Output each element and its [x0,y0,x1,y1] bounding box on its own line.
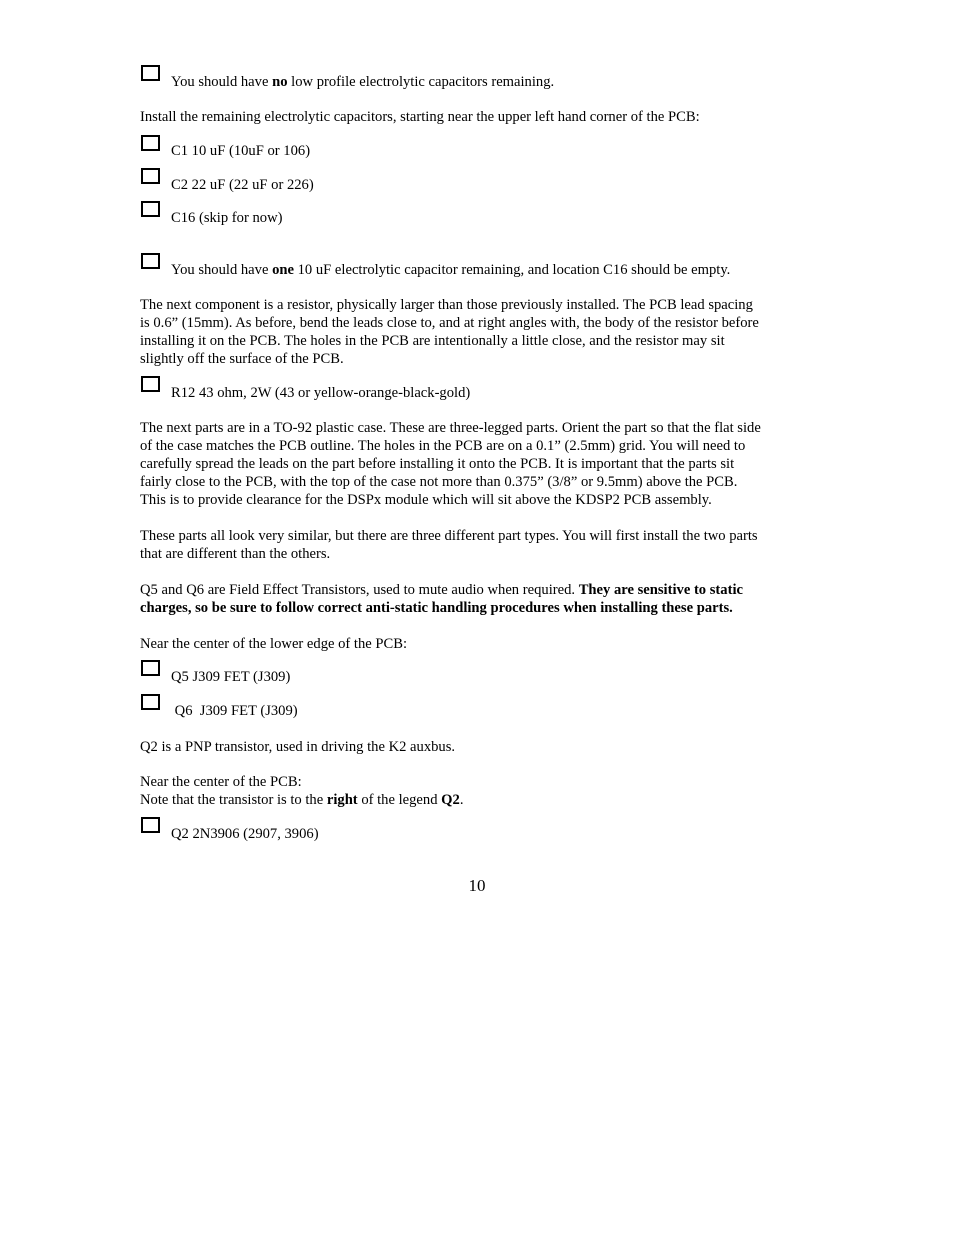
text-line: Near the center of the PCB: [140,774,302,790]
checkbox-icon[interactable] [141,660,160,676]
checkbox-icon[interactable] [141,817,160,833]
checklist-text: Q5 J309 FET (J309) [171,669,291,685]
text-line: is 0.6” (15mm). As before, bend the leads close to, and at right angles with, the body of the resistor before [140,315,759,331]
q2-description: Q2 is a PNP transistor, used in driving the K2 auxbus. [140,739,456,755]
text-line: The next parts are in a TO-92 plastic case. These are three-legged parts. Orient the part so that the flat side [140,420,761,436]
checklist-text: Q6 J309 FET (J309) [171,703,298,719]
checkbox-icon[interactable] [141,135,160,151]
checklist-text: C16 (skip for now) [171,210,283,226]
resistor-paragraph [140,296,820,368]
checkbox-icon[interactable] [141,253,160,269]
text-line: Q5 and Q6 are Field Effect Transistors, used to mute audio when required. They are sensitive to static [140,582,743,598]
checkbox-icon[interactable] [141,65,160,81]
similar-parts-paragraph [140,527,820,563]
intro-electrolytic: Install the remaining electrolytic capacitors, starting near the upper left hand corner of the PCB: [140,109,700,125]
text-line: This is to provide clearance for the DSPx module which will sit above the KDSP2 PCB assembly. [140,492,712,508]
text-line: These parts all look very similar, but there are three different part types. You will first install the two parts [140,528,758,544]
text-line: installing it on the PCB. The holes in the PCB are intentionally a little close, and the resistor may sit [140,333,725,349]
text-line: carefully spread the leads on the part before installing it onto the PCB. It is important that the parts sit [140,456,735,472]
center-pcb-block [140,773,820,809]
text-line: that are different than the others. [140,546,331,562]
checkbox-icon[interactable] [141,201,160,217]
page-number: 10 [468,876,486,895]
checklist-text: R12 43 ohm, 2W (43 or yellow-orange-black-gold) [171,385,471,401]
checklist-text: C1 10 uF (10uF or 106) [171,143,311,159]
fet-paragraph [140,581,820,617]
text-line: slightly off the surface of the PCB. [140,351,344,367]
text-line: Note that the transistor is to the right of the legend Q2. [140,792,464,808]
checklist-text: Q2 2N3906 (2907, 3906) [171,826,319,842]
checklist-text: You should have no low profile electrolytic capacitors remaining. [171,74,555,90]
lower-edge-heading: Near the center of the lower edge of the PCB: [140,636,408,652]
checkbox-icon[interactable] [141,376,160,392]
text-line: charges, so be sure to follow correct anti-static handling procedures when installing these parts. [140,600,733,616]
text-line: The next component is a resistor, physically larger than those previously installed. The PCB lead spacing [140,297,753,313]
checklist-text: C2 22 uF (22 uF or 226) [171,177,314,193]
checklist-text: You should have one 10 uF electrolytic capacitor remaining, and location C16 should be empty. [171,262,731,278]
text-line: of the case matches the PCB outline. The holes in the PCB are on a 0.1” (2.5mm) grid. You will need to [140,438,746,454]
checkbox-icon[interactable] [141,694,160,710]
to92-paragraph [140,419,820,509]
checkbox-icon[interactable] [141,168,160,184]
text-line: fairly close to the PCB, with the top of the case not more than 0.375” (3/8” or 9.5mm) above the PCB. [140,474,738,490]
